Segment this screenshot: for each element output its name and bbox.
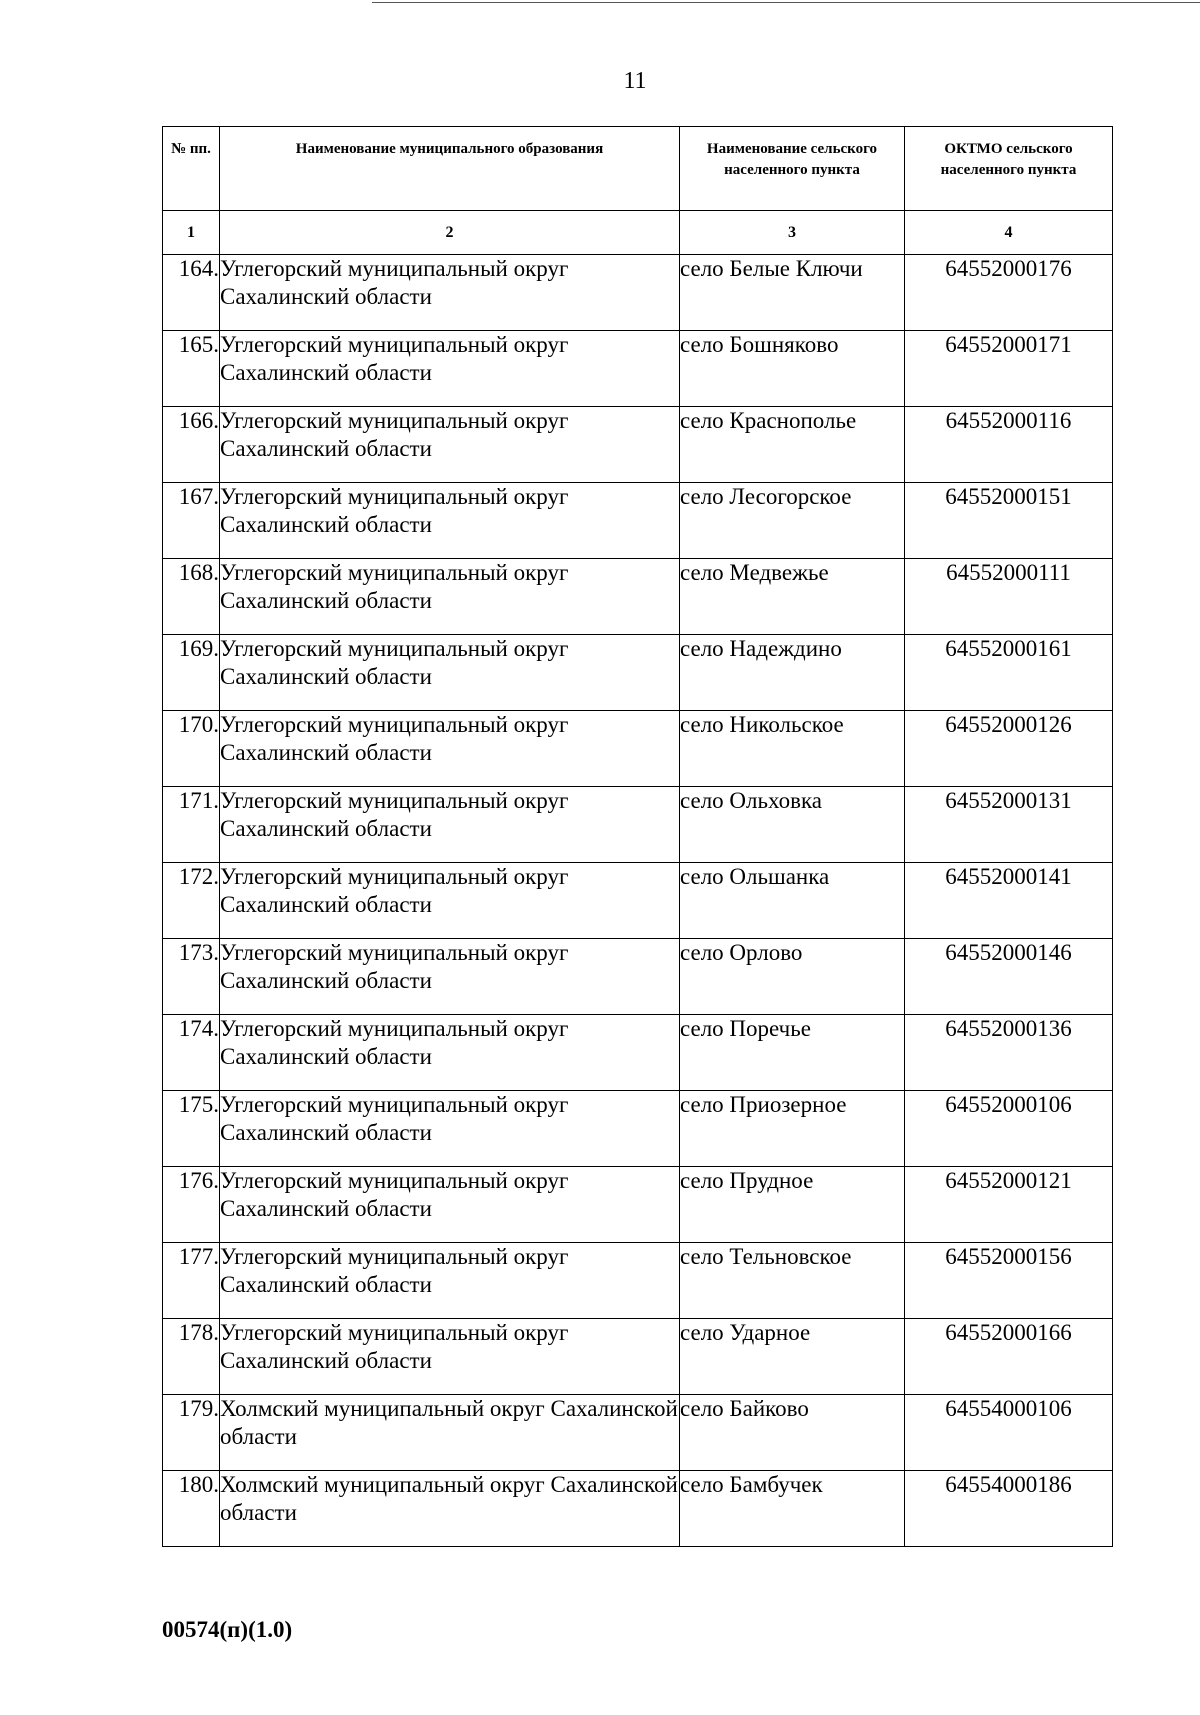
document-code: 00574(п)(1.0) <box>162 1617 293 1642</box>
row-number: 180. <box>163 1471 220 1547</box>
oktmo-code: 64552000161 <box>905 635 1113 711</box>
row-number: 176. <box>163 1167 220 1243</box>
municipality-name: Углегорский муниципальный округ Сахалинский области <box>220 787 680 863</box>
table-row <box>163 255 1113 331</box>
column-number-4: 4 <box>905 211 1113 255</box>
row-number: 169. <box>163 635 220 711</box>
header-municipality: Наименование муниципального образования <box>220 127 680 211</box>
settlement-name: село Приозерное <box>680 1091 905 1167</box>
row-number: 166. <box>163 407 220 483</box>
table-row <box>163 1395 1113 1471</box>
municipality-name: Углегорский муниципальный округ Сахалинский области <box>220 939 680 1015</box>
table-row <box>163 1015 1113 1091</box>
oktmo-code: 64554000106 <box>905 1395 1113 1471</box>
municipality-name: Углегорский муниципальный округ Сахалинский области <box>220 331 680 407</box>
row-number: 171. <box>163 787 220 863</box>
table-body <box>163 255 1113 1547</box>
settlement-name: село Белые Ключи <box>680 255 905 331</box>
municipality-name: Углегорский муниципальный округ Сахалинский области <box>220 1243 680 1319</box>
municipality-name: Углегорский муниципальный округ Сахалинский области <box>220 407 680 483</box>
row-number: 172. <box>163 863 220 939</box>
header-number: № пп. <box>163 127 220 211</box>
table-row <box>163 483 1113 559</box>
oktmo-code: 64552000136 <box>905 1015 1113 1091</box>
row-number: 178. <box>163 1319 220 1395</box>
table-row <box>163 939 1113 1015</box>
table-row <box>163 559 1113 635</box>
table-header-row <box>163 127 1113 211</box>
settlement-name: село Прудное <box>680 1167 905 1243</box>
municipality-name: Углегорский муниципальный округ Сахалинский области <box>220 559 680 635</box>
oktmo-code: 64552000166 <box>905 1319 1113 1395</box>
row-number: 167. <box>163 483 220 559</box>
oktmo-code: 64552000111 <box>905 559 1113 635</box>
settlement-name: село Ольховка <box>680 787 905 863</box>
table-row <box>163 711 1113 787</box>
top-rule <box>372 2 1200 3</box>
settlement-name: село Поречье <box>680 1015 905 1091</box>
settlement-name: село Медвежье <box>680 559 905 635</box>
settlement-name: село Надеждино <box>680 635 905 711</box>
oktmo-code: 64552000126 <box>905 711 1113 787</box>
oktmo-code: 64552000176 <box>905 255 1113 331</box>
table-row <box>163 407 1113 483</box>
table-row <box>163 1243 1113 1319</box>
table-row <box>163 863 1113 939</box>
table-row <box>163 635 1113 711</box>
column-number-1: 1 <box>163 211 220 255</box>
settlement-name: село Ольшанка <box>680 863 905 939</box>
row-number: 173. <box>163 939 220 1015</box>
page-number: 11 <box>623 68 647 94</box>
settlement-name: село Никольское <box>680 711 905 787</box>
row-number: 168. <box>163 559 220 635</box>
municipality-name: Углегорский муниципальный округ Сахалинский области <box>220 483 680 559</box>
municipality-name: Холмский муниципальный округ Сахалинской области <box>220 1471 680 1547</box>
row-number: 165. <box>163 331 220 407</box>
column-number-3: 3 <box>680 211 905 255</box>
row-number: 177. <box>163 1243 220 1319</box>
settlement-name: село Тельновское <box>680 1243 905 1319</box>
oktmo-code: 64552000146 <box>905 939 1113 1015</box>
municipality-name: Углегорский муниципальный округ Сахалинский области <box>220 1015 680 1091</box>
settlement-name: село Байково <box>680 1395 905 1471</box>
municipality-name: Углегорский муниципальный округ Сахалинский области <box>220 635 680 711</box>
municipality-name: Углегорский муниципальный округ Сахалинский области <box>220 1319 680 1395</box>
settlement-name: село Лесогорское <box>680 483 905 559</box>
table-row <box>163 331 1113 407</box>
row-number: 175. <box>163 1091 220 1167</box>
row-number: 174. <box>163 1015 220 1091</box>
column-number-2: 2 <box>220 211 680 255</box>
municipality-name: Углегорский муниципальный округ Сахалинский области <box>220 1091 680 1167</box>
settlements-table <box>162 126 1113 1547</box>
settlement-name: село Бошняково <box>680 331 905 407</box>
municipality-name: Углегорский муниципальный округ Сахалинский области <box>220 255 680 331</box>
header-oktmo: ОКТМО сельского населенного пункта <box>905 127 1113 211</box>
settlement-name: село Орлово <box>680 939 905 1015</box>
oktmo-code: 64552000151 <box>905 483 1113 559</box>
oktmo-code: 64552000171 <box>905 331 1113 407</box>
table-row <box>163 1471 1113 1547</box>
table-row <box>163 787 1113 863</box>
oktmo-code: 64552000141 <box>905 863 1113 939</box>
column-numbers-row <box>163 211 1113 255</box>
municipality-name: Углегорский муниципальный округ Сахалинский области <box>220 711 680 787</box>
row-number: 179. <box>163 1395 220 1471</box>
settlement-name: село Краснополье <box>680 407 905 483</box>
oktmo-code: 64552000121 <box>905 1167 1113 1243</box>
table-row <box>163 1319 1113 1395</box>
row-number: 170. <box>163 711 220 787</box>
settlement-name: село Ударное <box>680 1319 905 1395</box>
table-row <box>163 1091 1113 1167</box>
oktmo-code: 64554000186 <box>905 1471 1113 1547</box>
oktmo-code: 64552000156 <box>905 1243 1113 1319</box>
settlement-name: село Бамбучек <box>680 1471 905 1547</box>
municipality-name: Углегорский муниципальный округ Сахалинский области <box>220 863 680 939</box>
municipality-name: Холмский муниципальный округ Сахалинской области <box>220 1395 680 1471</box>
header-settlement: Наименование сельского населенного пункта <box>680 127 905 211</box>
oktmo-code: 64552000116 <box>905 407 1113 483</box>
table-row <box>163 1167 1113 1243</box>
row-number: 164. <box>163 255 220 331</box>
oktmo-code: 64552000131 <box>905 787 1113 863</box>
oktmo-code: 64552000106 <box>905 1091 1113 1167</box>
municipality-name: Углегорский муниципальный округ Сахалинский области <box>220 1167 680 1243</box>
